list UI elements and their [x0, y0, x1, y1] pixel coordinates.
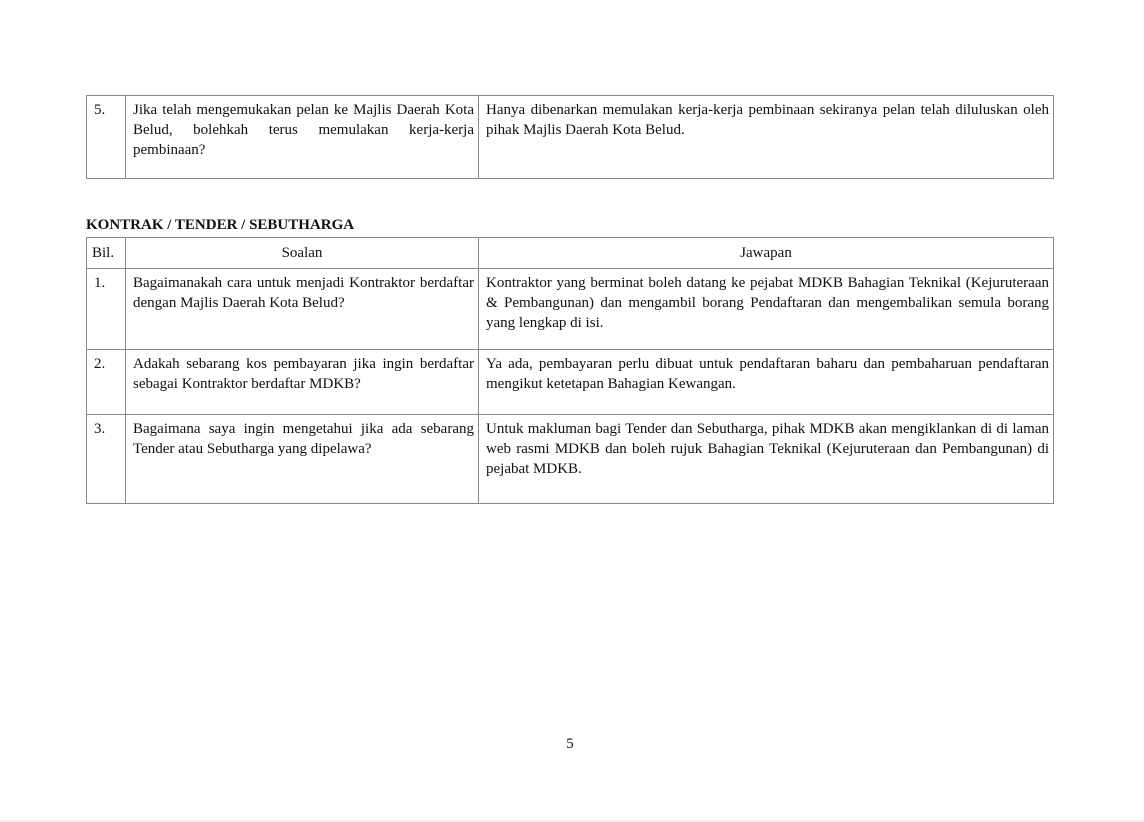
question-cell: Adakah sebarang kos pembayaran jika ingin berdaftar sebagai Kontraktor berdaftar MDKB?: [126, 350, 479, 415]
table-row: [87, 350, 1054, 415]
header-bil: Bil.: [87, 238, 126, 269]
row-number: 1.: [87, 269, 126, 350]
faq-table-continued: [86, 95, 1054, 179]
page-number: 5: [566, 736, 574, 752]
table-row: [87, 269, 1054, 350]
answer-cell: Ya ada, pembayaran perlu dibuat untuk pendaftaran baharu dan pembaharuan pendaftaran mengikut ketetapan Bahagian Kewangan.: [479, 350, 1054, 415]
section-heading: KONTRAK / TENDER / SEBUTHARGA: [86, 217, 355, 233]
answer-cell: Hanya dibenarkan memulakan kerja-kerja pembinaan sekiranya pelan telah diluluskan oleh pihak Majlis Daerah Kota Belud.: [479, 96, 1054, 179]
question-cell: Bagaimana saya ingin mengetahui jika ada sebarang Tender atau Sebutharga yang dipelawa?: [126, 415, 479, 504]
answer-cell: Kontraktor yang berminat boleh datang ke pejabat MDKB Bahagian Teknikal (Kejuruteraan & Pembangunan) dan mengambil borang Pendaftaran dan mengembalikan semula borang yang lengkap di isi.: [479, 269, 1054, 350]
header-jawapan: Jawapan: [479, 238, 1054, 269]
table-row: [87, 96, 1054, 179]
row-number: 5.: [87, 96, 126, 179]
faq-table-kontrak: [86, 237, 1054, 504]
table-header-row: [87, 238, 1054, 269]
row-number: 3.: [87, 415, 126, 504]
header-soalan: Soalan: [126, 238, 479, 269]
question-cell: Bagaimanakah cara untuk menjadi Kontraktor berdaftar dengan Majlis Daerah Kota Belud?: [126, 269, 479, 350]
table-row: [87, 415, 1054, 504]
question-cell: Jika telah mengemukakan pelan ke Majlis Daerah Kota Belud, bolehkah terus memulakan kerja-kerja pembinaan?: [126, 96, 479, 179]
row-number: 2.: [87, 350, 126, 415]
answer-cell: Untuk makluman bagi Tender dan Sebutharga, pihak MDKB akan mengiklankan di di laman web rasmi MDKB dan boleh rujuk Bahagian Teknikal (Kejuruteraan dan Pembangunan) di pejabat MDKB.: [479, 415, 1054, 504]
